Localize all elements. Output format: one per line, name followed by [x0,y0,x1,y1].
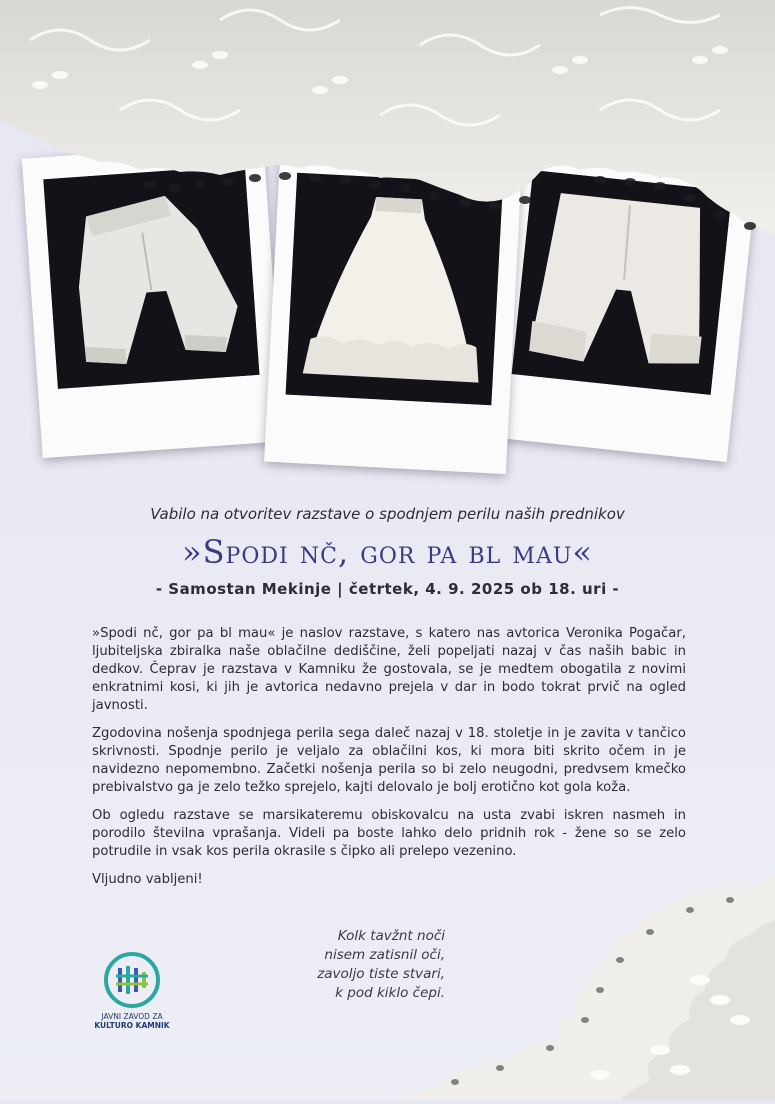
poem-line: Kolk tavžnt noči [337,928,445,944]
description-text [92,625,686,899]
poem-line: k pod kiklo čepi. [335,985,445,1001]
exhibition-title: »Spodi nč, gor pa bl mau« [182,533,593,571]
poem-line: nisem zatisnil oči, [324,947,445,963]
logo-line: JAVNI ZAVOD ZA [101,1012,163,1021]
polaroid-photo-bloomers [22,142,284,458]
poem [270,927,445,1003]
bloomers-photo [43,165,259,389]
petticoat-photo [286,173,503,405]
paragraph: Zgodovina nošenja spodnjega perila sega daleč nazaj v 18. stoletje in je zavita v tančico skrivnosti. Spodnje perilo je veljalo za oblačilni kos, ki mora biti skrito očem in je navidezno nepomembno. Začetki nošenja perila so bi zelo neugodni, predvsem kmečko prebivalstvo ga je zelo težko sprejelo, kajti delovalo je bolj erotično kot gola koža. [92,726,686,795]
pantaloons-photo [512,170,732,395]
logo-text [87,1012,177,1030]
paragraph: »Spodi nč, gor pa bl mau« je naslov razstave, s katero nas avtorica Veronika Pogačar, ljubiteljska zbiralka naše oblačilne dediščine, želi popeljati nazaj v čas naših babic in dedkov. Čeprav je razstava v Kamniku že gostovala, se je medtem obogatila z novimi enkratnimi kosi, ki jih je avtorica nedavno prejela v dar in bodo tokrat prvič na ogled javnosti. [92,626,686,713]
logo-line: KULTURO KAMNIK [94,1021,170,1030]
event-details: - Samostan Mekinje | četrtek, 4. 9. 2025 ob 18. uri - [155,580,620,598]
paragraph: Ob ogledu razstave se marsikateremu obiskovalcu na usta zvabi iskren nasmeh in porodilo številna vprašanja. Videli pa boste lahko delo pridnih rok - žene so se zelo potrudile in vsak kos perila okrasile s čipko ali prelepo vezenino. [92,808,686,859]
bottom-lace-fabric [400,860,775,1100]
polaroid-photo-pantaloons [483,138,758,462]
invitation-line: Vabilo na otvoritev razstave o spodnjem perilu naših prednikov [150,505,625,523]
polaroid-photo-petticoat [264,152,522,474]
organizer-logo [92,950,172,1035]
poem-line: zavoljo tiste stvari, [317,966,445,982]
closing-line: Vljudno vabljeni! [92,872,203,887]
kamnik-logo-icon [102,950,162,1010]
